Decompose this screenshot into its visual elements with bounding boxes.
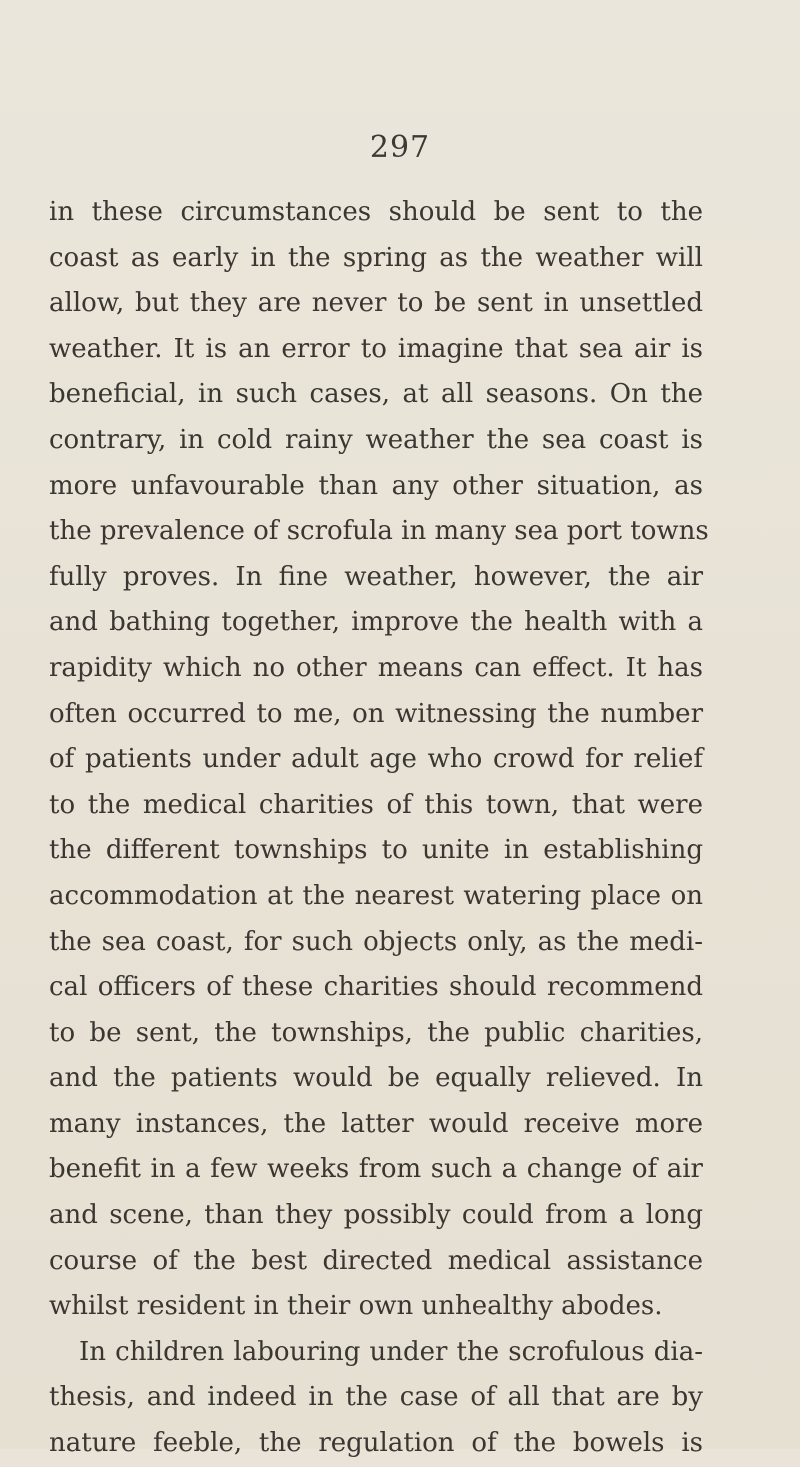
text-line: and scene, than they possibly could from a long — [49, 1200, 703, 1231]
text-line: course of the best directed medical assistance — [49, 1245, 703, 1276]
text-line: benefit in a few weeks from such a change of air — [49, 1154, 703, 1185]
text-line: the prevalence of scrofula in many sea port towns — [49, 516, 709, 547]
text-line: of patients under adult age who crowd for relief — [49, 744, 703, 775]
text-line: rapidity which no other means can effect. It has — [49, 652, 703, 683]
text-line: many instances, the latter would receive more — [49, 1108, 703, 1139]
text-line: in these circumstances should be sent to the — [49, 197, 703, 227]
text-line: and the patients would be equally relieved. In — [49, 1063, 703, 1094]
text-line: more unfavourable than any other situation, as — [49, 470, 703, 501]
text-line: allow, but they are never to be sent in unsettled — [49, 288, 703, 319]
text-line: often occurred to me, on witnessing the number — [49, 698, 703, 729]
text-line: to the medical charities of this town, that were — [49, 789, 703, 820]
body-text — [49, 190, 709, 1467]
text-line: thesis, and indeed in the case of all that are by — [49, 1382, 703, 1413]
paragraph-start-line: In children labouring under the scrofulous dia- — [79, 1336, 703, 1367]
text-line: coast as early in the spring as the weather will — [49, 242, 703, 273]
text-line: weather. It is an error to imagine that sea air is — [49, 333, 703, 364]
text-line: beneficial, in such cases, at all seasons. On the — [49, 379, 703, 410]
text-line: fully proves. In fine weather, however, the air — [49, 561, 703, 592]
text-line: and bathing together, improve the health with a — [49, 607, 703, 638]
text-line: the sea coast, for such objects only, as the medi- — [49, 926, 703, 957]
text-line: cal officers of these charities should recommend — [49, 972, 703, 1003]
text-line: contrary, in cold rainy weather the sea coast is — [49, 424, 703, 455]
paragraph-end-line: whilst resident in their own unhealthy abodes. — [49, 1291, 663, 1322]
text-line: accommodation at the nearest watering place on — [49, 880, 703, 911]
text-line: the different townships to unite in establishing — [49, 835, 703, 866]
text-line: nature feeble, the regulation of the bowels is — [49, 1428, 703, 1459]
page-number: 297 — [369, 130, 431, 165]
text-line: to be sent, the townships, the public charities, — [49, 1017, 703, 1048]
